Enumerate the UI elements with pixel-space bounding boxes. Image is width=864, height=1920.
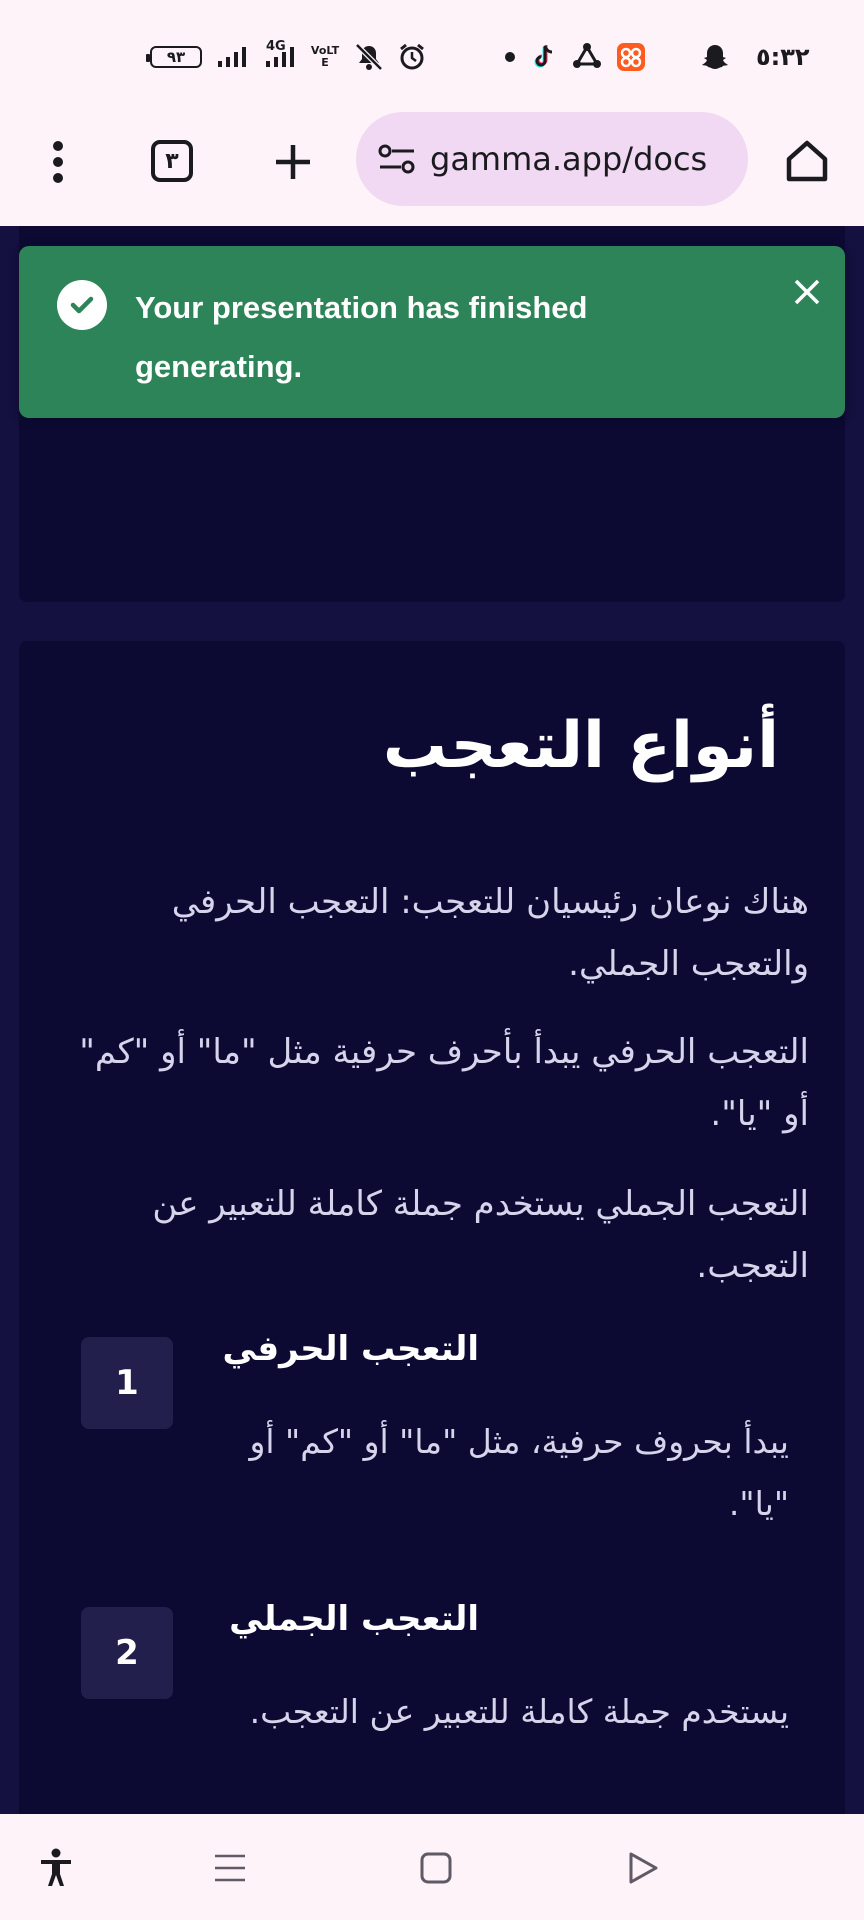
plus-icon[interactable] xyxy=(270,139,316,185)
close-icon[interactable] xyxy=(789,274,825,310)
signal-icon xyxy=(216,45,248,69)
home-icon[interactable] xyxy=(782,136,832,186)
paragraph-1: هناك نوعان رئيسيان للتعجب: التعجب الحرفي والتعجب الجملي. xyxy=(171,882,809,984)
battery-level: ٩٣ xyxy=(166,48,186,66)
system-nav-bar xyxy=(0,1814,864,1920)
toast-message-line-1: Your presentation has finished xyxy=(135,290,588,325)
share-icon xyxy=(572,42,602,72)
url-text[interactable]: gamma.app/docs xyxy=(430,140,708,178)
item-title-1: التعجب الحرفي xyxy=(222,1329,479,1369)
item-description-2: يستخدم جملة كاملة للتعبير عن التعجب. xyxy=(249,1692,789,1731)
paragraph-3: التعجب الجملي يستخدم جملة كاملة للتعبير عن التعجب. xyxy=(152,1184,809,1286)
dot-icon xyxy=(504,51,516,63)
tabs-icon[interactable] xyxy=(151,140,193,182)
address-bar[interactable] xyxy=(356,112,748,206)
check-circle-icon xyxy=(57,280,107,330)
tab-count: ٣ xyxy=(165,148,179,174)
browser-toolbar xyxy=(0,100,864,226)
notification-icons xyxy=(490,40,730,74)
site-settings-icon[interactable] xyxy=(378,144,418,174)
battery-icon xyxy=(150,46,202,68)
number-badge-2: 2 xyxy=(81,1607,173,1699)
item-title-2: التعجب الجملي xyxy=(229,1599,479,1639)
toast-message xyxy=(135,278,735,396)
app-icon xyxy=(616,42,646,72)
paragraph-2: التعجب الحرفي يبدأ بأحرف حرفية مثل "ما" أو "كم" أو "يا". xyxy=(79,1032,809,1134)
back-triangle-icon[interactable] xyxy=(618,1844,666,1892)
recents-icon[interactable] xyxy=(206,1844,254,1892)
status-indicators xyxy=(150,40,426,74)
number-badge-1: 1 xyxy=(81,1337,173,1429)
success-toast xyxy=(19,246,845,418)
page-content xyxy=(0,226,864,1814)
clock: ٥:٣٢ xyxy=(756,43,810,71)
snapchat-icon xyxy=(700,42,730,72)
status-bar xyxy=(0,0,864,100)
volte-icon xyxy=(310,45,340,69)
signal-4g-icon xyxy=(262,39,296,69)
card-title: أنواع التعجب xyxy=(382,709,779,783)
item-description-1: يبدأ بحروف حرفية، مثل "ما" أو "كم" أو "يا". xyxy=(249,1422,789,1523)
network-type: 4G xyxy=(266,39,286,54)
accessibility-icon[interactable] xyxy=(32,1844,80,1892)
volte-label: VoLTE xyxy=(310,44,340,69)
slide-card xyxy=(19,641,845,1814)
tiktok-icon xyxy=(530,43,558,71)
alarm-icon xyxy=(398,43,426,71)
toast-message-line-2: generating. xyxy=(135,349,303,384)
mute-icon xyxy=(354,43,384,71)
menu-icon[interactable] xyxy=(40,137,76,187)
home-square-icon[interactable] xyxy=(412,1844,460,1892)
